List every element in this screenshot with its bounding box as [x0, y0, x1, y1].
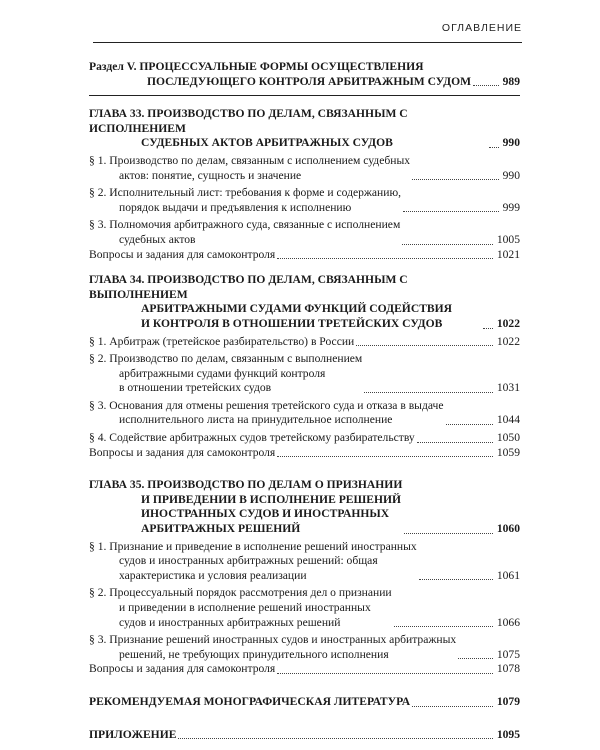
- toc-ch33-questions[interactable]: [89, 248, 520, 263]
- toc-line: АРБИТРАЖНЫМИ СУДАМИ ФУНКЦИЙ СОДЕЙСТВИЯ: [141, 302, 453, 316]
- toc-line: ГЛАВА 33. ПРОИЗВОДСТВО ПО ДЕЛАМ, СВЯЗАННЫМ С ИСПОЛНЕНИЕМ: [89, 107, 408, 135]
- leader-dots: [178, 728, 492, 739]
- page-number: 1021: [496, 247, 520, 261]
- toc-line: судебных актов: [119, 232, 196, 246]
- toc-chapter-34[interactable]: [89, 273, 520, 331]
- page-number: 1060: [496, 522, 520, 536]
- toc-line: ГЛАВА 35. ПРОИЗВОДСТВО ПО ДЕЛАМ О ПРИЗНАНИИ: [89, 478, 403, 492]
- leader-dots: [364, 382, 493, 393]
- leader-dots: [483, 318, 493, 329]
- toc-line: в отношении третейских судов: [119, 381, 272, 395]
- toc-ch33-item-3[interactable]: [89, 218, 520, 247]
- page-number: 990: [502, 168, 520, 182]
- toc-line: СУДЕБНЫХ АКТОВ АРБИТРАЖНЫХ СУДОВ: [141, 136, 393, 150]
- toc-line: Раздел V. ПРОЦЕССУАЛЬНЫЕ ФОРМЫ ОСУЩЕСТВЛЕНИЯ: [89, 60, 424, 73]
- page-number: 1078: [496, 662, 520, 676]
- leader-dots: [473, 75, 499, 86]
- page-number: 1005: [496, 232, 520, 246]
- toc-chapter-33[interactable]: [89, 107, 520, 151]
- leader-dots: [489, 137, 499, 148]
- page-number: 1061: [496, 568, 520, 582]
- leader-dots: [356, 335, 493, 346]
- toc-line: решений, не требующих принудительного исполнения: [119, 647, 389, 661]
- running-head: ОГЛАВЛЕНИЕ: [441, 22, 522, 34]
- toc-literature[interactable]: [89, 695, 520, 710]
- page-number: 1075: [496, 647, 520, 661]
- toc-line: ИНОСТРАННЫХ СУДОВ И ИНОСТРАННЫХ: [141, 507, 390, 521]
- page-number: 990: [502, 136, 520, 150]
- toc-ch33-item-2[interactable]: [89, 186, 520, 215]
- toc-line: И ПРИВЕДЕНИИ В ИСПОЛНЕНИЕ РЕШЕНИЙ: [141, 492, 402, 506]
- page-number: 989: [502, 74, 520, 88]
- page-number: 1095: [496, 727, 520, 741]
- leader-dots: [419, 569, 493, 580]
- toc-ch34-item-2[interactable]: [89, 352, 520, 396]
- leader-dots: [277, 446, 493, 457]
- toc-ch34-questions[interactable]: [89, 446, 520, 461]
- toc-line: исполнительного листа на принудительное исполнение: [119, 413, 393, 427]
- toc-line: АРБИТРАЖНЫХ РЕШЕНИЙ: [141, 522, 301, 536]
- page-number: 1050: [496, 431, 520, 445]
- toc-line: § 2. Исполнительный лист: требования к форме и содержанию,: [89, 186, 402, 200]
- leader-dots: [394, 616, 493, 627]
- toc-line: арбитражными судами функций контроля: [119, 366, 326, 380]
- page-number: 1066: [496, 615, 520, 629]
- toc-ch34-item-1[interactable]: [89, 335, 520, 350]
- toc-line: Вопросы и задания для самоконтроля: [89, 247, 276, 261]
- toc-line: судов и иностранных арбитражных решений: общая: [119, 554, 378, 568]
- toc-section-v[interactable]: [89, 60, 520, 89]
- page-number: 1022: [496, 316, 520, 330]
- toc-line: и приведении в исполнение решений иностранных: [119, 601, 371, 614]
- toc-line: § 3. Полномочия арбитражного суда, связанные с исполнением: [89, 218, 401, 232]
- leader-dots: [417, 432, 493, 443]
- toc-appendix[interactable]: [89, 728, 520, 743]
- leader-dots: [402, 234, 493, 245]
- page-number: 1044: [496, 413, 520, 427]
- leader-dots: [446, 414, 493, 425]
- page-number: 1022: [496, 334, 520, 348]
- toc-line: § 2. Процессуальный порядок рассмотрения дел о признании: [89, 586, 392, 600]
- toc-ch33-item-1[interactable]: [89, 154, 520, 183]
- toc-line: Вопросы и задания для самоконтроля: [89, 445, 276, 459]
- leader-dots: [404, 523, 492, 534]
- toc-line: характеристика и условия реализации: [119, 568, 307, 582]
- leader-dots: [458, 648, 493, 659]
- toc-line: И КОНТРОЛЯ В ОТНОШЕНИИ ТРЕТЕЙСКИХ СУДОВ: [141, 316, 443, 330]
- table-of-contents: [89, 60, 520, 742]
- toc-line: РЕКОМЕНДУЕМАЯ МОНОГРАФИЧЕСКАЯ ЛИТЕРАТУРА: [89, 694, 411, 708]
- toc-line: судов и иностранных арбитражных решений: [119, 615, 341, 629]
- toc-line: Вопросы и задания для самоконтроля: [89, 662, 276, 676]
- leader-dots: [277, 663, 493, 674]
- toc-line: § 1. Признание и приведение в исполнение решений иностранных: [89, 539, 417, 553]
- toc-ch34-item-3[interactable]: [89, 399, 520, 428]
- toc-ch35-item-1[interactable]: [89, 540, 520, 584]
- toc-ch35-item-3[interactable]: [89, 633, 520, 662]
- toc-line: § 1. Арбитраж (третейское разбирательство) в России: [89, 334, 355, 348]
- page-number: 999: [502, 200, 520, 214]
- leader-dots: [412, 169, 499, 180]
- leader-dots: [412, 696, 493, 707]
- toc-line: § 3. Основания для отмены решения третейского суда и отказа в выдаче: [89, 398, 444, 412]
- header-rule: [93, 42, 522, 43]
- toc-line: § 1. Производство по делам, связанным с исполнением судебных: [89, 153, 411, 167]
- toc-line: порядок выдачи и предъявления к исполнению: [119, 200, 352, 214]
- leader-dots: [403, 201, 499, 212]
- toc-line: ПОСЛЕДУЮЩЕГО КОНТРОЛЯ АРБИТРАЖНЫМ СУДОМ: [147, 74, 472, 88]
- page-number: 1059: [496, 445, 520, 459]
- leader-dots: [277, 248, 493, 259]
- toc-line: § 2. Производство по делам, связанным с выполнением: [89, 352, 363, 366]
- toc-line: ПРИЛОЖЕНИЕ: [89, 727, 177, 741]
- toc-ch34-item-4[interactable]: [89, 431, 520, 446]
- toc-line: ГЛАВА 34. ПРОИЗВОДСТВО ПО ДЕЛАМ, СВЯЗАННЫМ С ВЫПОЛНЕНИЕМ: [89, 273, 408, 301]
- toc-line: § 4. Содействие арбитражных судов третейскому разбирательству: [89, 431, 415, 445]
- toc-ch35-item-2[interactable]: [89, 586, 520, 630]
- toc-chapter-35[interactable]: [89, 478, 520, 536]
- page-number: 1079: [496, 694, 520, 708]
- page-number: 1031: [496, 381, 520, 395]
- toc-ch35-questions[interactable]: [89, 662, 520, 677]
- toc-line: актов: понятие, сущность и значение: [119, 168, 302, 182]
- toc-line: § 3. Признание решений иностранных судов и иностранных арбитражных: [89, 633, 457, 647]
